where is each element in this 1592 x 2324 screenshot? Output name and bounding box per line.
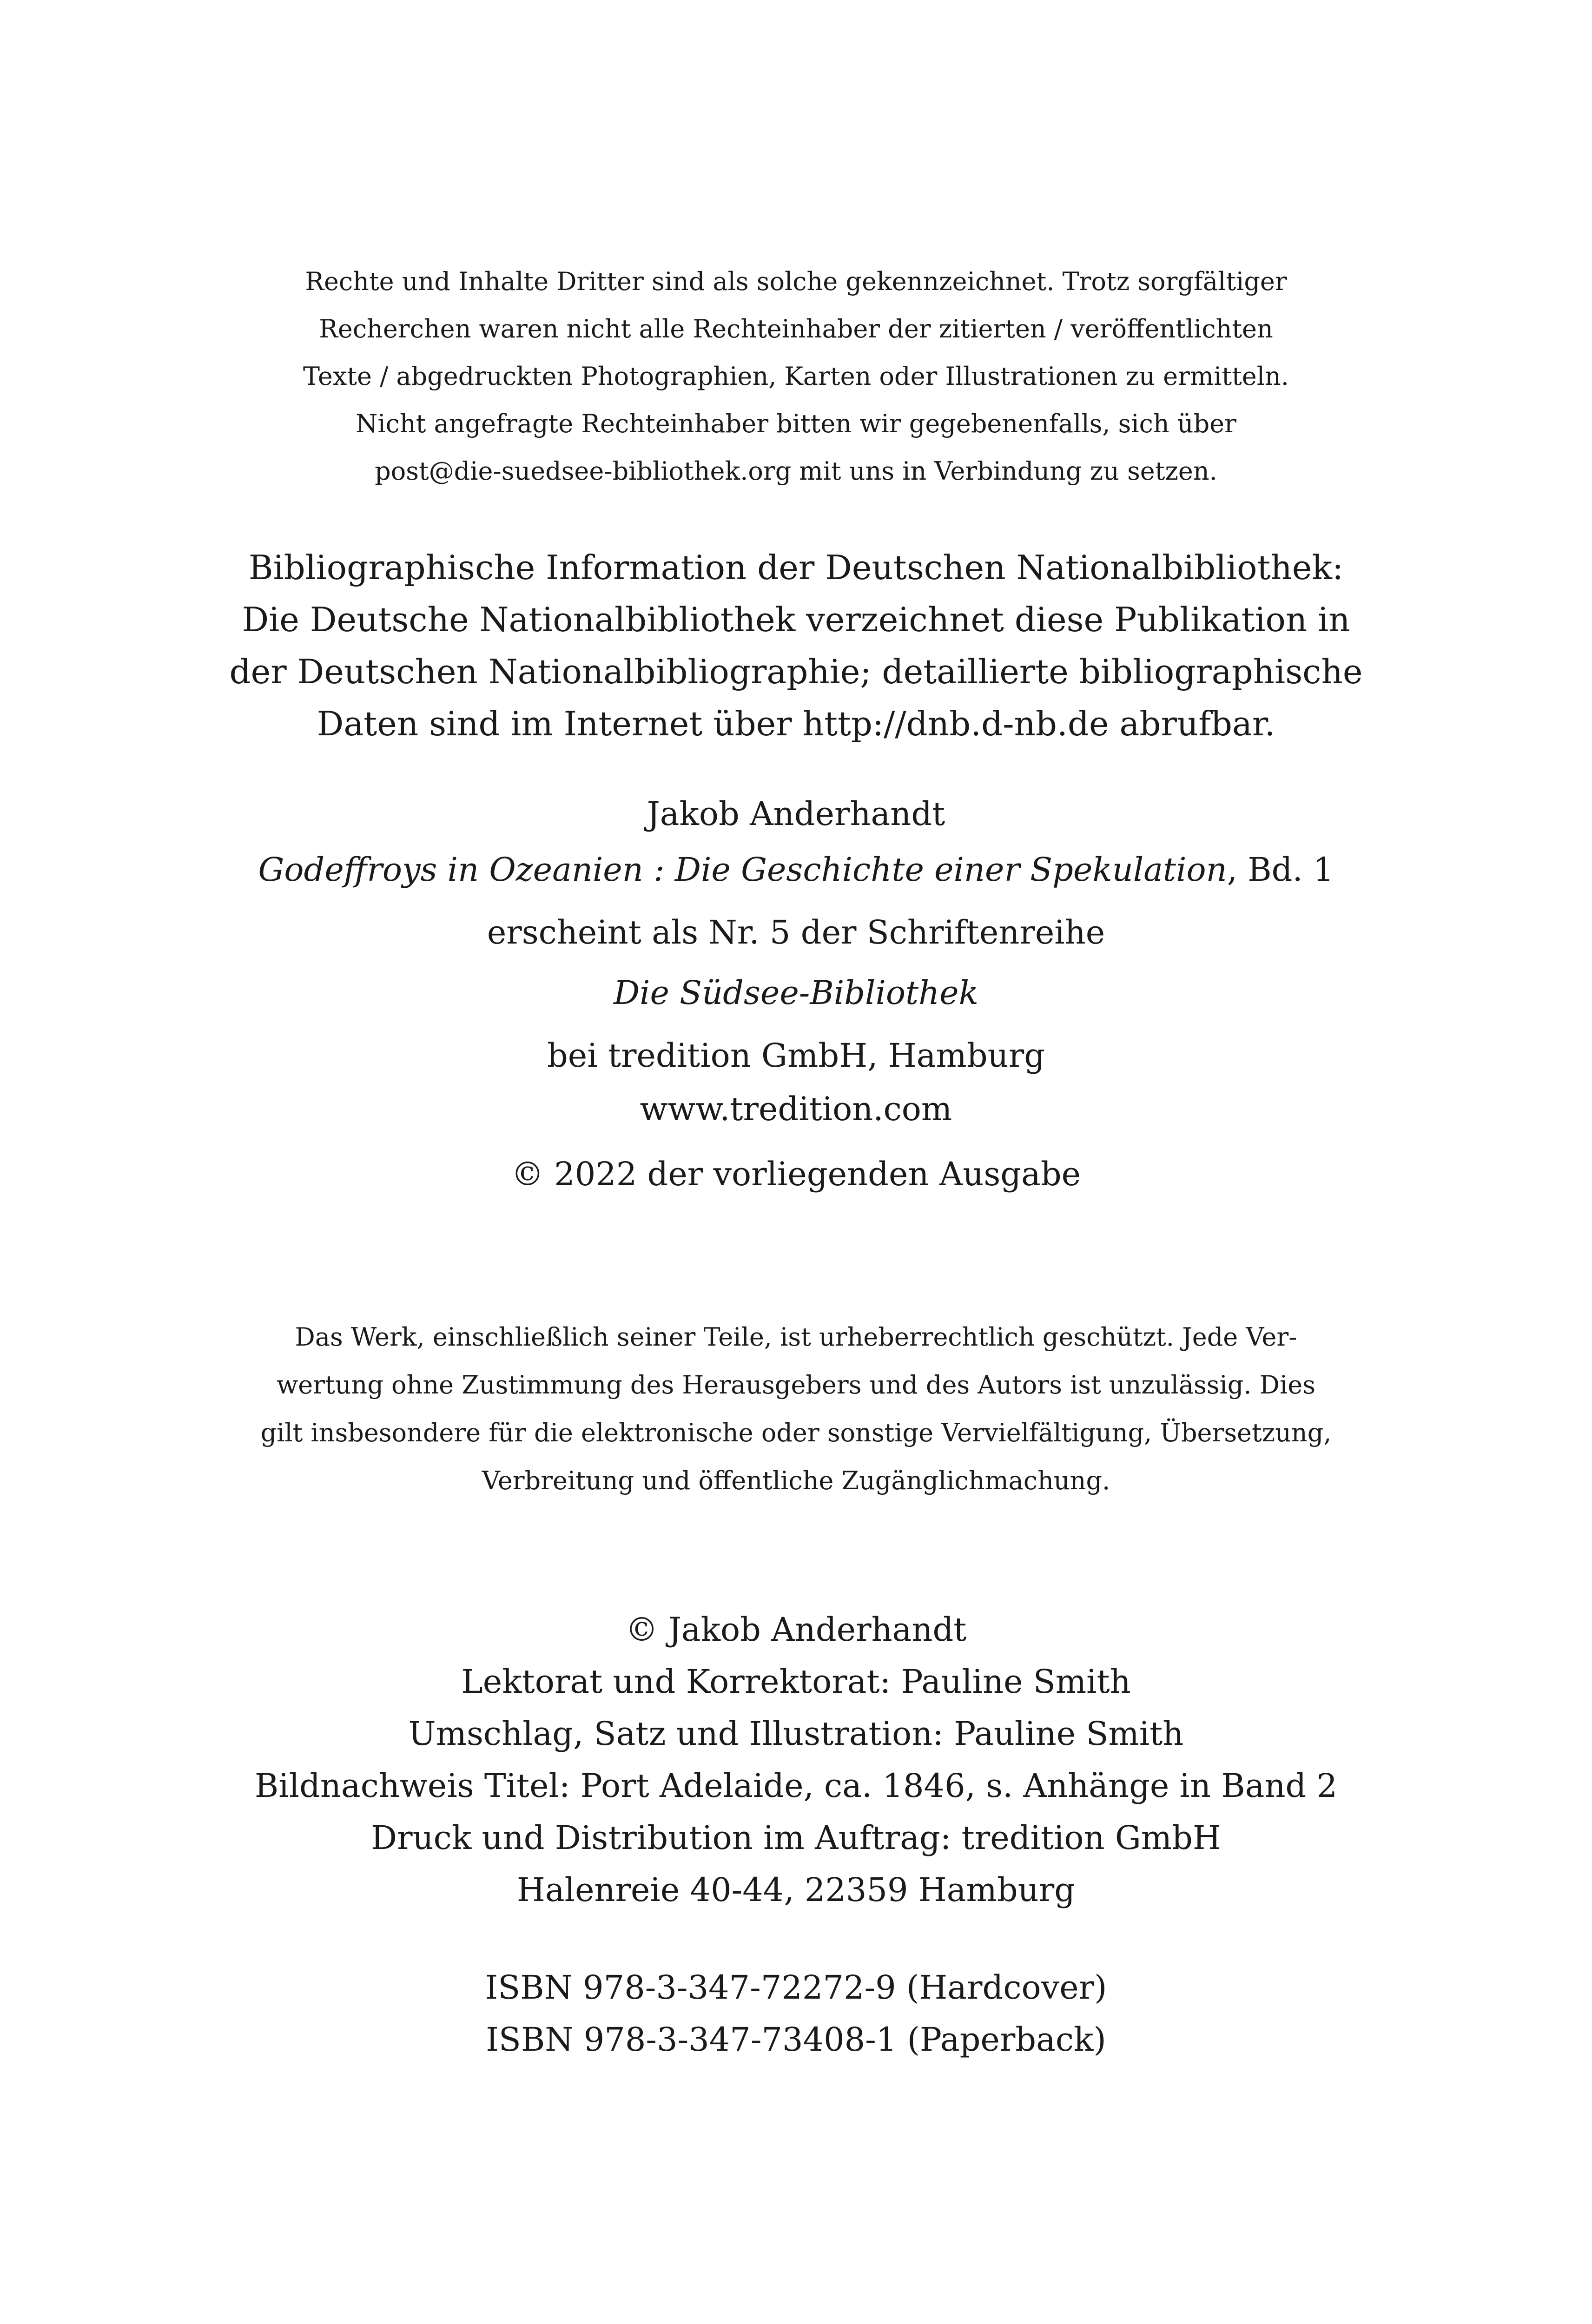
credits-line: Bildnachweis Titel: Port Adelaide, ca. 1846, s. Anhänge in Band 2 xyxy=(254,1767,1338,1805)
legal-notice xyxy=(0,1313,1592,1505)
credits xyxy=(0,1604,1592,1916)
rights-notice-line: Texte / abgedruckten Photographien, Karten oder Illustrationen zu ermitteln. xyxy=(303,362,1289,391)
legal-notice-line: Verbreitung und öffentliche Zugänglichmachung. xyxy=(482,1466,1110,1495)
bibliographic-info xyxy=(0,541,1592,750)
book-title-line xyxy=(0,851,1592,889)
edition-copyright: © 2022 der vorliegenden Ausgabe xyxy=(511,1155,1081,1193)
credits-line: Lektorat und Korrektorat: Pauline Smith xyxy=(461,1663,1131,1701)
bibliographic-info-line: Daten sind im Internet über http://dnb.d-nb.de abrufbar. xyxy=(317,704,1275,743)
legal-notice-line: Das Werk, einschließlich seiner Teile, ist urheberrechtlich geschützt. Jede Ver- xyxy=(295,1322,1297,1352)
bibliographic-info-line: Bibliographische Information der Deutschen Nationalbibliothek: xyxy=(248,548,1344,587)
bibliographic-info-line: Die Deutsche Nationalbibliothek verzeichnet diese Publikation in xyxy=(242,600,1350,639)
publisher: bei tredition GmbH, Hamburg xyxy=(547,1037,1045,1075)
series-name: Die Südsee-Bibliothek xyxy=(613,974,979,1012)
bibliographic-info-line: der Deutschen Nationalbibliographie; detaillierte bibliographische xyxy=(229,652,1363,691)
credits-line: Halenreie 40-44, 22359 Hamburg xyxy=(516,1871,1076,1909)
rights-notice-line: post@die-suedsee-bibliothek.org mit uns in Verbindung zu setzen. xyxy=(375,456,1217,486)
isbn-hardcover: ISBN 978-3-347-72272-9 (Hardcover) xyxy=(485,1968,1107,2007)
author-name: Jakob Anderhandt xyxy=(647,795,945,833)
series-intro: erscheint als Nr. 5 der Schriftenreihe xyxy=(487,913,1105,951)
credits-line: Umschlag, Satz und Illustration: Pauline Smith xyxy=(408,1715,1184,1753)
rights-notice-line: Recherchen waren nicht alle Rechteinhaber der zitierten / veröffentlichten xyxy=(319,314,1273,343)
credits-line: Druck und Distribution im Auftrag: tredition GmbH xyxy=(371,1819,1221,1857)
isbn-paperback: ISBN 978-3-347-73408-1 (Paperback) xyxy=(486,2020,1106,2059)
isbn-block xyxy=(0,1961,1592,2066)
rights-notice xyxy=(0,258,1592,495)
credits-line: © Jakob Anderhandt xyxy=(625,1611,967,1649)
publisher-website: www.tredition.com xyxy=(640,1090,952,1128)
legal-notice-line: wertung ohne Zustimmung des Herausgebers und des Autors ist unzulässig. Dies xyxy=(277,1370,1315,1400)
book-title: Godeffroys in Ozeanien : Die Geschichte einer Spekulation xyxy=(258,851,1227,889)
legal-notice-line: gilt insbesondere für die elektronische oder sonstige Vervielfältigung, Übersetzung, xyxy=(260,1418,1332,1447)
volume-number: , Bd. 1 xyxy=(1227,851,1334,889)
rights-notice-line: Nicht angefragte Rechteinhaber bitten wir gegebenenfalls, sich über xyxy=(356,409,1236,438)
rights-notice-line: Rechte und Inhalte Dritter sind als solche gekennzeichnet. Trotz sorgfältiger xyxy=(305,267,1287,296)
